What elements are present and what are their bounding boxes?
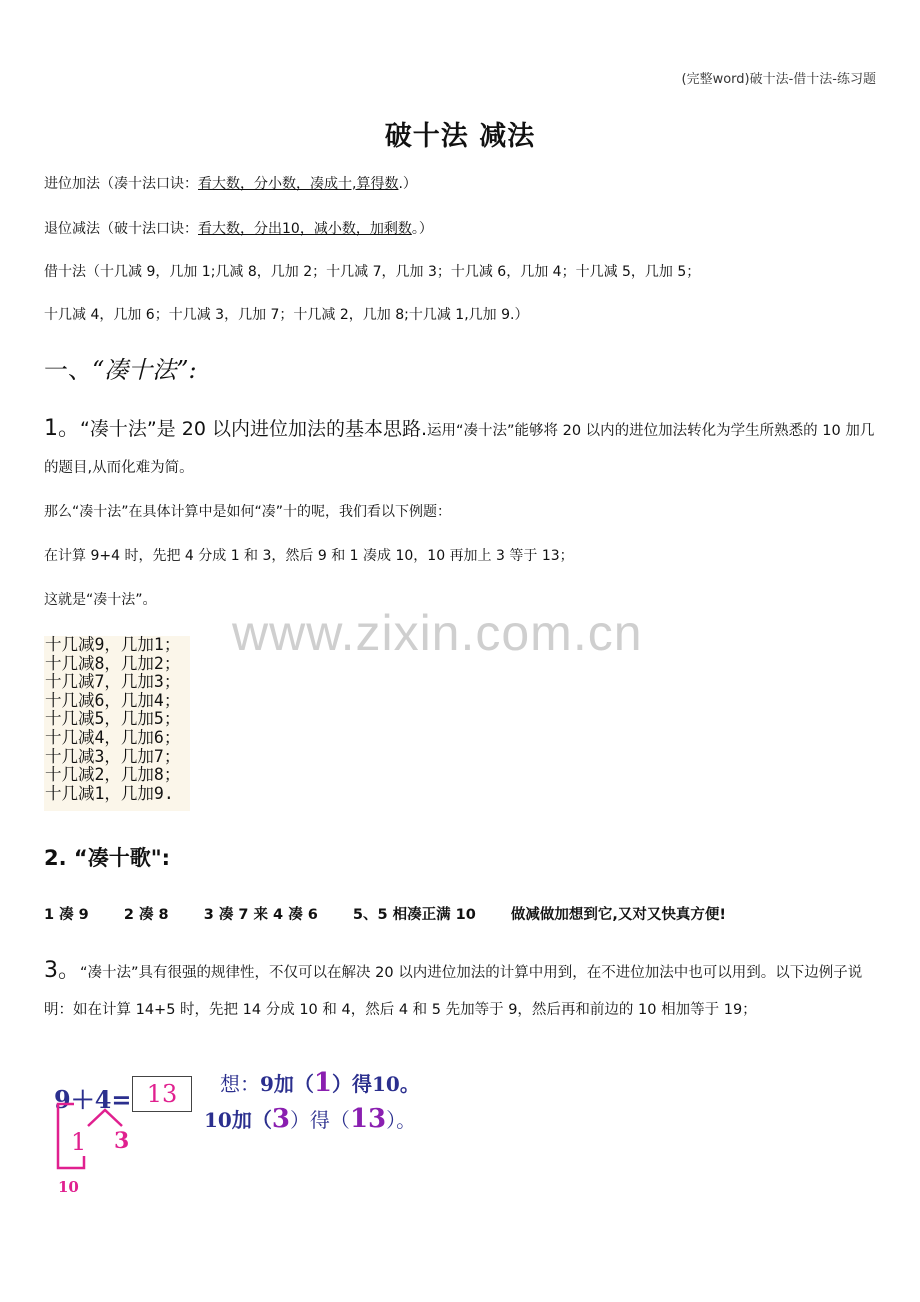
rule-subtraction — [44, 218, 433, 238]
think-line-2-value: 3 — [271, 1104, 290, 1134]
rhyme-line: 十几减9，几加1； — [45, 635, 181, 654]
document-header: (完整word)破十法-借十法-练习题 — [681, 72, 876, 87]
song-item: 2 凑 8 — [123, 907, 169, 923]
paragraph-1-lead: “凑十法”是 20 以内进位加法的基本思路. — [80, 418, 427, 440]
rule-subtraction-suffix: 。） — [411, 221, 433, 237]
paragraph-5-text: “凑十法”具有很强的规律性，不仅可以在解决 20 以内进位加法的计算中用到，在不进位加法中也可以用到。以下边例子说明：如在计算 14+5 时，先把 14 分成 10 和 4，然后 4 和 5 先加等于 9，然后再和前边的 10 相加等于 19； — [44, 965, 863, 1018]
split-right-value: 3 — [114, 1128, 130, 1154]
paragraph-2: 那么“凑十法”在具体计算中是如何“凑”十的呢，我们看以下例题： — [44, 504, 452, 520]
section-1-heading — [44, 350, 197, 385]
answer-box — [132, 1076, 192, 1112]
rhyme-line: 十几减7，几加3； — [45, 672, 181, 692]
page-title: 破十法 减法 — [384, 121, 536, 152]
think-line-1-c: ）得10。 — [332, 1072, 420, 1096]
think-label: 想： — [220, 1072, 260, 1096]
rhyme-line: 十几减3，几加7； — [45, 746, 181, 766]
rule-subtraction-mnemonic: 看大数，分出10，减小数，加剩数 — [198, 221, 412, 237]
think-line-1-a: 9加（ — [260, 1072, 314, 1096]
think-line-2-e: ）。 — [386, 1108, 417, 1132]
rhyme-line: 十几减5，几加5； — [45, 709, 181, 729]
borrow-ten-rule-line1: 借十法（十几减 9，几加 1;几减 8，几加 2；十几减 7，几加 3；十几减 6，几加 4；十几减 5，几加 5； — [44, 264, 701, 280]
think-line-2-a: 10加（ — [204, 1108, 272, 1132]
rule-addition-suffix: .） — [398, 176, 417, 192]
song-item: 3 凑 7 来 4 凑 6 — [203, 907, 318, 923]
paragraph-5 — [44, 952, 880, 1029]
song-item: 5、5 相凑正满 10 — [352, 907, 476, 923]
rule-addition-prefix: 进位加法（凑十法口诀： — [44, 176, 198, 192]
rhyme-line: 十几减4，几加6； — [45, 727, 181, 747]
rule-addition-mnemonic: 看大数，分小数，凑成十,算得数 — [198, 176, 399, 192]
song-line — [44, 903, 726, 924]
paragraph-4: 这就是“凑十法”。 — [44, 592, 157, 608]
paragraph-5-number: 3。 — [44, 958, 80, 983]
ten-label: 10 — [58, 1178, 79, 1196]
section-1-prefix: 一、 — [44, 356, 92, 384]
paragraph-3: 在计算 9+4 时，先把 4 分成 1 和 3，然后 9 和 1 凑成 10，10 再加上 3 等于 13； — [44, 548, 574, 564]
split-left-value: 1 — [71, 1128, 87, 1156]
rhyme-line: 十几减2，几加8； — [45, 765, 181, 785]
answer-value: 13 — [146, 1080, 178, 1108]
rule-subtraction-prefix: 退位减法（破十法口诀： — [44, 221, 198, 237]
rhyme-line: 十几减8，几加2； — [45, 653, 181, 673]
rhyme-line: 十几减1，几加9. — [45, 783, 174, 803]
paragraph-1-text: 运用“凑十法”能够将 20 以内的进位加法转化为学生所熟悉的 10 加几的题目,从而化难为简。 — [44, 423, 875, 476]
think-line-2-c: ）得（ — [289, 1108, 350, 1132]
song-item: 做减做加想到它,又对又快真方便! — [510, 907, 727, 923]
split-branch-lines — [88, 1110, 122, 1126]
section-2-heading: 2. “凑十歌": — [44, 846, 171, 870]
watermark: www.zixin.com.cn — [232, 605, 643, 661]
think-line-2-result: 13 — [349, 1104, 387, 1134]
rhyme-line: 十几减6，几加4； — [45, 690, 181, 710]
think-line-2 — [204, 1104, 416, 1134]
rhyme-image — [44, 636, 190, 811]
think-line-1-value: 1 — [313, 1068, 333, 1098]
equation: 9＋4= — [54, 1085, 132, 1114]
section-1-title: “凑十法”: — [92, 356, 197, 384]
song-item: 1 凑 9 — [44, 907, 89, 923]
borrow-ten-rule-line2: 十几减 4，几加 6；十几减 3，几加 7；十几减 2，几加 8;十几减 1,几加 9.） — [44, 307, 529, 323]
rule-addition — [44, 173, 417, 193]
paragraph-1-number: 1。 — [44, 416, 80, 441]
paragraph-1 — [44, 410, 880, 487]
think-line-1 — [220, 1068, 420, 1098]
